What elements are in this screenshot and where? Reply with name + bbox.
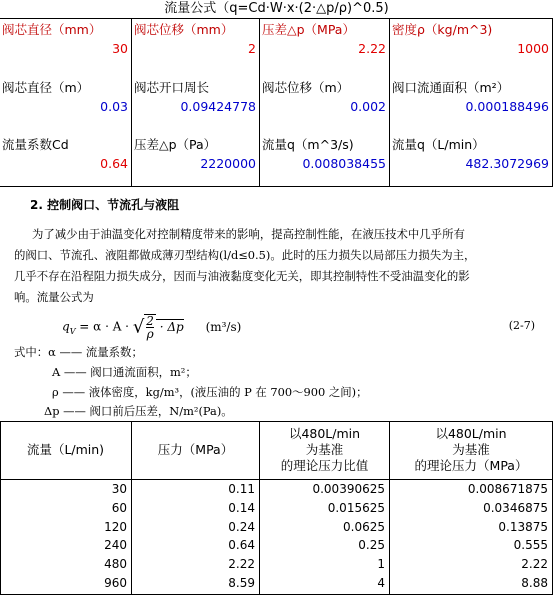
doc-paragraph-line: 几乎不存在沿程阻力损失成分，因而与油液黏度变化无关，即其控制特性不受油温变化的影 [14,269,470,283]
label-density[interactable]: 密度ρ（kg/m^3) [392,22,493,37]
table-cell[interactable]: 0.0625 [343,519,385,534]
label-flow-lmin[interactable]: 流量q（L/min） [392,137,485,152]
formula-unit: (m³/s) [205,319,242,334]
sqrt-icon: √ [132,316,145,338]
grid-line [0,421,553,422]
table-cell[interactable]: 0.64 [228,538,255,553]
def-density: ρ —— 液体密度，kg/m³，(液压油的 P 在 700～900 之间)； [52,385,368,399]
formula-frac-num: 2 [146,314,154,328]
doc-paragraph-line: 为了减少由于油温变化对控制精度带来的影响，提高控制性能，在液压技术中几乎所有 [32,227,465,241]
value-spool-diameter-m[interactable]: 0.03 [100,99,128,114]
formula-frac-den: ρ [146,327,154,341]
label-spool-diameter-mm[interactable]: 阀芯直径（mm） [2,22,102,37]
def-pressure-diff: Δp —— 阀口前后压差，N/m²(Pa)。 [44,404,233,418]
header-flow[interactable]: 流量（L/min) [26,442,105,457]
label-flow-m3s[interactable]: 流量q（m^3/s) [262,137,354,152]
value-density[interactable]: 1000 [517,41,549,56]
header-pressure-ratio[interactable]: 以480L/min 为基准 的理论压力比值 [280,426,369,473]
doc-heading: 2. 控制阀口、节流孔与液阻 [30,198,180,212]
grid-line [0,18,553,19]
formula-rhs: = α · A · [75,319,133,334]
formula-lhs: q [62,319,70,334]
label-orifice-area[interactable]: 阀口流通面积（m²） [392,80,510,95]
label-spool-perimeter[interactable]: 阀芯开口周长 [134,80,210,95]
header-pressure[interactable]: 压力（MPa） [157,442,234,457]
label-spool-displacement-m[interactable]: 阀芯位移（m） [262,80,350,95]
label-flow-coefficient[interactable]: 流量系数Cd [2,137,69,152]
value-spool-displacement-m[interactable]: 0.002 [350,99,386,114]
label-pressure-diff-mpa[interactable]: 压差△p（MPa） [262,22,355,37]
value-pressure-diff-mpa[interactable]: 2.22 [358,41,386,56]
table-cell[interactable]: 240 [104,538,127,553]
flow-formula [62,314,241,340]
table-cell[interactable]: 0.015625 [327,500,385,515]
value-spool-diameter-mm[interactable]: 30 [112,41,128,56]
label-spool-diameter-m[interactable]: 阀芯直径（m） [2,80,90,95]
formula-tail: · Δp [155,319,184,334]
def-alpha: 式中：α —— 流量系数； [14,345,143,359]
table-cell[interactable]: 8.59 [228,576,255,590]
table-cell[interactable]: 2.22 [228,557,255,572]
value-pressure-diff-pa[interactable]: 2220000 [200,156,256,171]
pressure-table [0,421,553,595]
embedded-document-image [0,186,553,421]
table-cell[interactable]: 0.25 [358,538,385,553]
value-spool-perimeter[interactable]: 0.09424778 [180,99,256,114]
header-theoretical-pressure[interactable]: 以480L/min 为基准 的理论压力（MPa） [414,426,528,473]
label-spool-displacement-mm[interactable]: 阀芯位移（mm） [134,22,234,37]
table-cell[interactable]: 0.008671875 [467,482,548,496]
value-orifice-area[interactable]: 0.000188496 [465,99,549,114]
equation-number: (2-7) [508,319,535,332]
table-cell[interactable]: 0.00390625 [312,482,385,496]
table-cell[interactable]: 120 [104,519,127,534]
table-cell[interactable]: 0.14 [228,500,255,515]
table-cell[interactable]: 0.0346875 [483,500,548,515]
table-cell[interactable]: 0.555 [513,538,548,553]
grid-line [0,479,553,480]
sheet-title[interactable]: 流量公式（q=Cd·W·x·(2·△p/ρ)^0.5) [164,1,389,16]
doc-paragraph-line: 的阀口、节流孔、液阻都做成薄刃型结构(l/d≤0.5)。此时的压力损失以局部压力损失为主， [14,248,476,262]
table-cell[interactable]: 8.88 [521,576,548,590]
value-flow-coefficient[interactable]: 0.64 [100,156,128,171]
label-pressure-diff-pa[interactable]: 压差△p（Pa） [134,137,217,152]
table-cell[interactable]: 30 [111,482,127,496]
doc-paragraph-line: 响。流量公式为 [14,290,94,304]
table-cell[interactable]: 60 [111,500,127,515]
table-cell[interactable]: 2.22 [521,557,548,572]
value-flow-lmin[interactable]: 482.3072969 [465,156,549,171]
value-flow-m3s[interactable]: 0.008038455 [302,156,386,171]
def-area: A —— 阀口通流面积，m²； [52,365,197,379]
table-cell[interactable]: 4 [377,576,385,590]
table-cell[interactable]: 480 [104,557,127,572]
table-cell[interactable]: 0.24 [228,519,255,534]
table-cell[interactable]: 0.13875 [498,519,548,534]
table-cell[interactable]: 1 [377,557,385,572]
value-spool-displacement-mm[interactable]: 2 [248,41,256,56]
table-cell[interactable]: 960 [104,576,127,590]
formula-sub: V [69,326,76,336]
table-cell[interactable]: 0.11 [228,482,255,496]
